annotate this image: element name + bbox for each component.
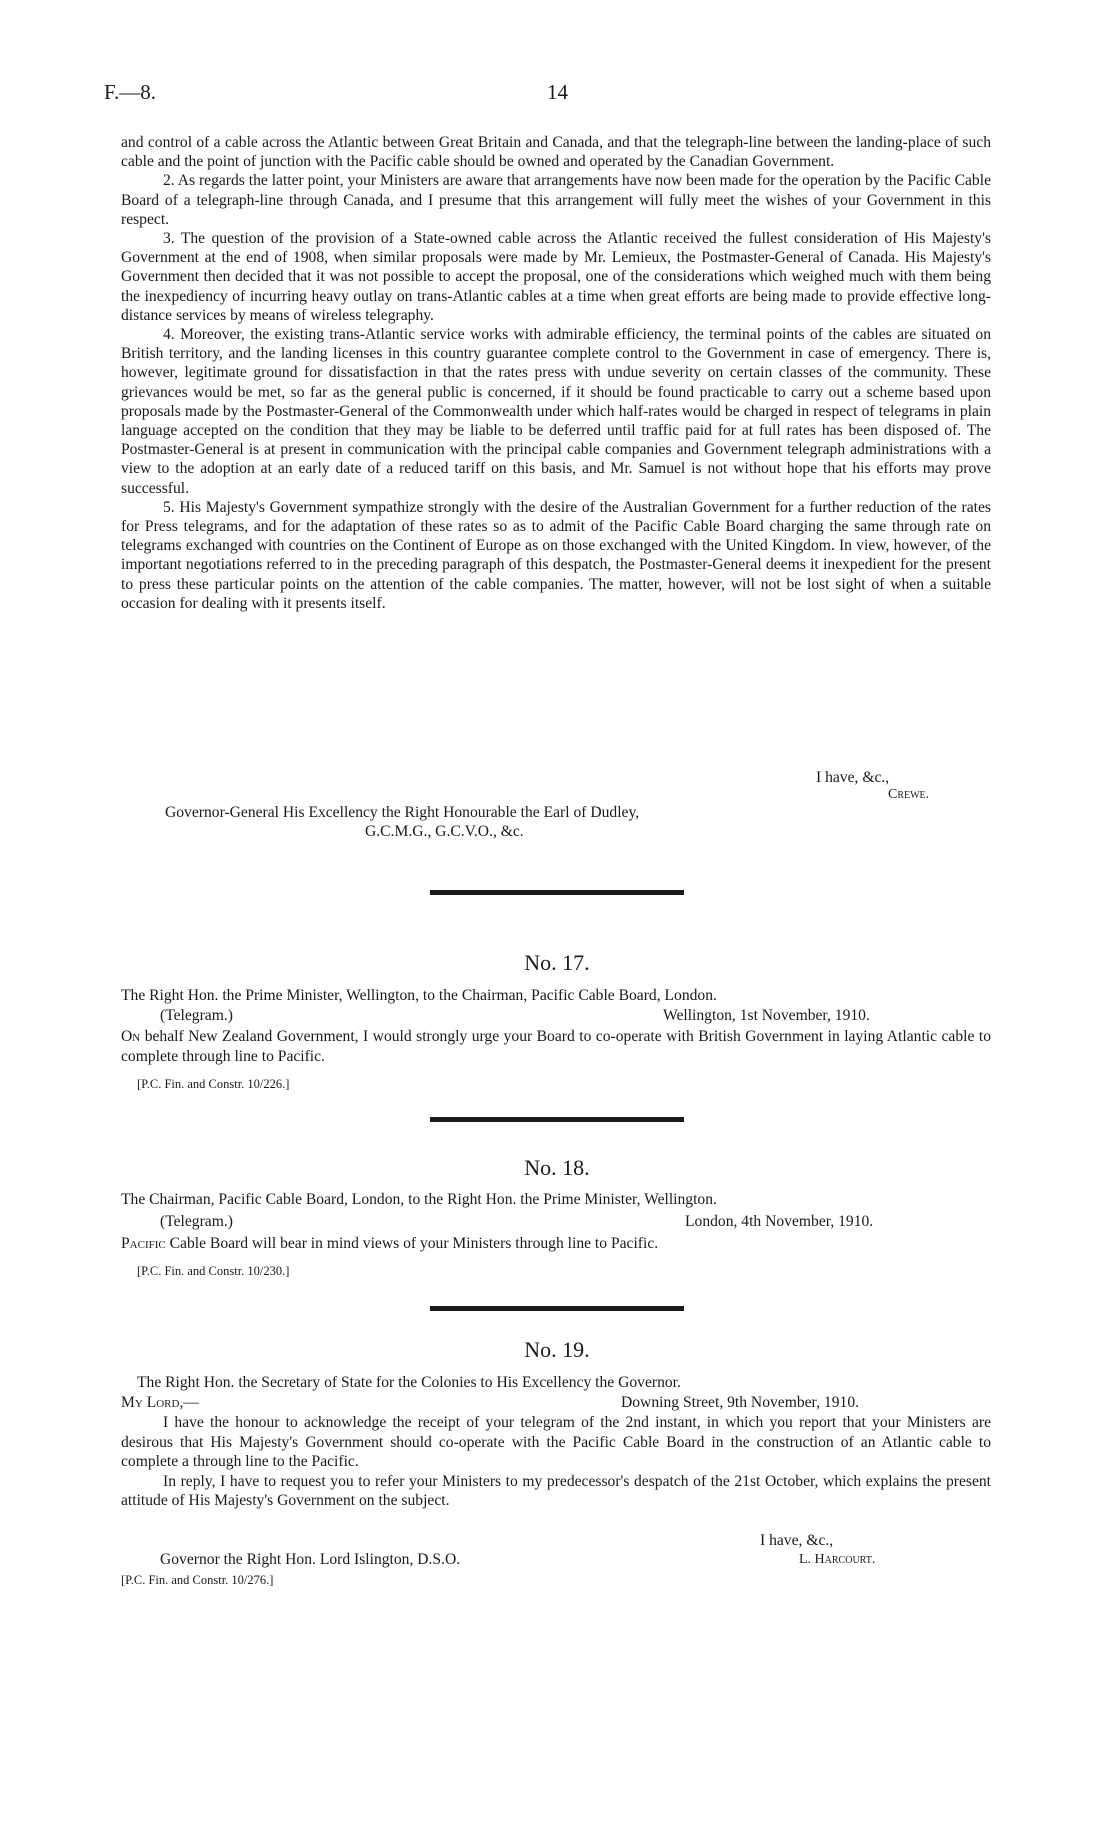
message-type: (Telegram.) bbox=[160, 1213, 233, 1230]
paragraph: In reply, I have to request you to refer your Ministers to my predecessor's despatch of the 21st October, which explains the present attitude of His Majesty's Government on the subject. bbox=[121, 1472, 991, 1510]
section-heading: No. 17. bbox=[524, 950, 590, 975]
section-divider bbox=[430, 890, 684, 895]
sender-recipient-line: The Right Hon. the Prime Minister, Wellington, to the Chairman, Pacific Cable Board, London. bbox=[121, 987, 717, 1004]
signature: L. Harcourt. bbox=[799, 1552, 876, 1567]
telegram-body bbox=[121, 1234, 991, 1254]
addressee: Governor-General His Excellency the Right Honourable the Earl of Dudley, bbox=[165, 804, 640, 821]
message-text: behalf New Zealand Government, I would strongly urge your Board to co-operate with British Government in laying Atlantic cable to complete through line to Pacific. bbox=[121, 1028, 991, 1065]
file-reference: [P.C. Fin. and Constr. 10/230.] bbox=[137, 1264, 290, 1278]
addressee: Governor the Right Hon. Lord Islington, D.S.O. bbox=[160, 1551, 461, 1568]
section-divider bbox=[430, 1117, 684, 1122]
dateline: London, 4th November, 1910. bbox=[685, 1213, 874, 1230]
lead-word: On bbox=[121, 1028, 141, 1045]
dateline: Downing Street, 9th November, 1910. bbox=[621, 1394, 860, 1411]
paragraph: 5. His Majesty's Government sympathize strongly with the desire of the Australian Government for a further reduction of the rates for Press telegrams, and for the adaptation of these rates so as to admit of the Pacific Cable Board charging the same through rate on telegrams exchanged with countries on the Continent of Europe as on those exchanged with the United Kingdom. In view, however, of the important negotiations referred to in the preceding paragraph of this despatch, the Postmaster-General deems it inexpedient for the present to press these particular points on the attention of the cable companies. The matter, however, will not be lost sight of when a suitable occasion for dealing with it presents itself. bbox=[121, 498, 991, 612]
page-number: 14 bbox=[547, 80, 568, 104]
closing: I have, &c., bbox=[760, 1532, 834, 1549]
section-heading: No. 19. bbox=[524, 1337, 590, 1362]
letter-16-body bbox=[121, 133, 991, 613]
addressee-honours: G.C.M.G., G.C.V.O., &c. bbox=[365, 823, 524, 840]
signature: Crewe. bbox=[888, 787, 930, 802]
file-reference: [P.C. Fin. and Constr. 10/276.] bbox=[121, 1573, 274, 1587]
file-reference: [P.C. Fin. and Constr. 10/226.] bbox=[137, 1077, 290, 1091]
paragraph: I have the honour to acknowledge the receipt of your telegram of the 2nd instant, in which you report that your Ministers are desirous that His Majesty's Government should co-operate with the Pacific Cable Board in the construction of an Atlantic cable to complete a through line to the Pacific. bbox=[121, 1414, 991, 1471]
document-code: F.—8. bbox=[104, 80, 156, 104]
sender-recipient-line: The Right Hon. the Secretary of State for the Colonies to His Excellency the Governor. bbox=[137, 1374, 681, 1391]
paragraph: 2. As regards the latter point, your Ministers are aware that arrangements have now been made for the operation by the Pacific Cable Board of a telegraph-line through Canada, and I presume that this arrangement will fully meet the wishes of your Government in this respect. bbox=[121, 172, 991, 228]
paragraph: 4. Moreover, the existing trans-Atlantic service works with admirable efficiency, the terminal points of the cables are situated on British territory, and the landing licenses in this country guarantee complete control to the Government in case of emergency. There is, however, legitimate ground for dissatisfaction in that the rates press with undue severity on certain classes of the community. These grievances would be met, so far as the general public is concerned, if it should be found practicable to carry out a scheme based upon proposals made by the Postmaster-General of the Commonwealth under which half-rates would be charged in respect of telegrams in plain language accepted on the condition that they may be liable to be deferred until traffic paid for at full rates has been disposed of. The Postmaster-General is at present in communication with the principal cable companies and Government telegraph administrations with a view to the adoption at an early date of a reduced tariff on this basis, and Mr. Samuel is not without hope that his efforts may prove successful. bbox=[121, 326, 991, 497]
section-divider bbox=[430, 1306, 684, 1311]
message-type: (Telegram.) bbox=[160, 1007, 233, 1024]
lead-word: Pacific bbox=[121, 1235, 166, 1252]
paragraph: 3. The question of the provision of a State-owned cable across the Atlantic received the fullest consideration of His Majesty's Government at the end of 1908, when similar proposals were made by Mr. Lemieux, the Postmaster-General of Canada. His Majesty's Government then decided that it was not possible to accept the proposal, one of the considerations which weighed much with them being the inexpediency of incurring heavy outlay on trans-Atlantic cables at a time when great efforts are being made to provide effective long-distance services by means of wireless telegraphy. bbox=[121, 230, 991, 324]
dateline: Wellington, 1st November, 1910. bbox=[663, 1007, 870, 1024]
closing: I have, &c., bbox=[816, 769, 890, 786]
message-text: Cable Board will bear in mind views of your Ministers through line to Pacific. bbox=[169, 1235, 659, 1252]
paragraph: and control of a cable across the Atlantic between Great Britain and Canada, and that the telegraph-line between the landing-place of such cable and the point of junction with the Pacific cable should be owned and operated by the Canadian Government. bbox=[121, 134, 991, 171]
letter-19-body bbox=[121, 1413, 991, 1511]
salutation: My Lord,— bbox=[121, 1394, 199, 1411]
telegram-body bbox=[121, 1027, 991, 1066]
section-heading: No. 18. bbox=[524, 1155, 590, 1180]
sender-recipient-line: The Chairman, Pacific Cable Board, London, to the Right Hon. the Prime Minister, Wellington. bbox=[121, 1191, 717, 1208]
